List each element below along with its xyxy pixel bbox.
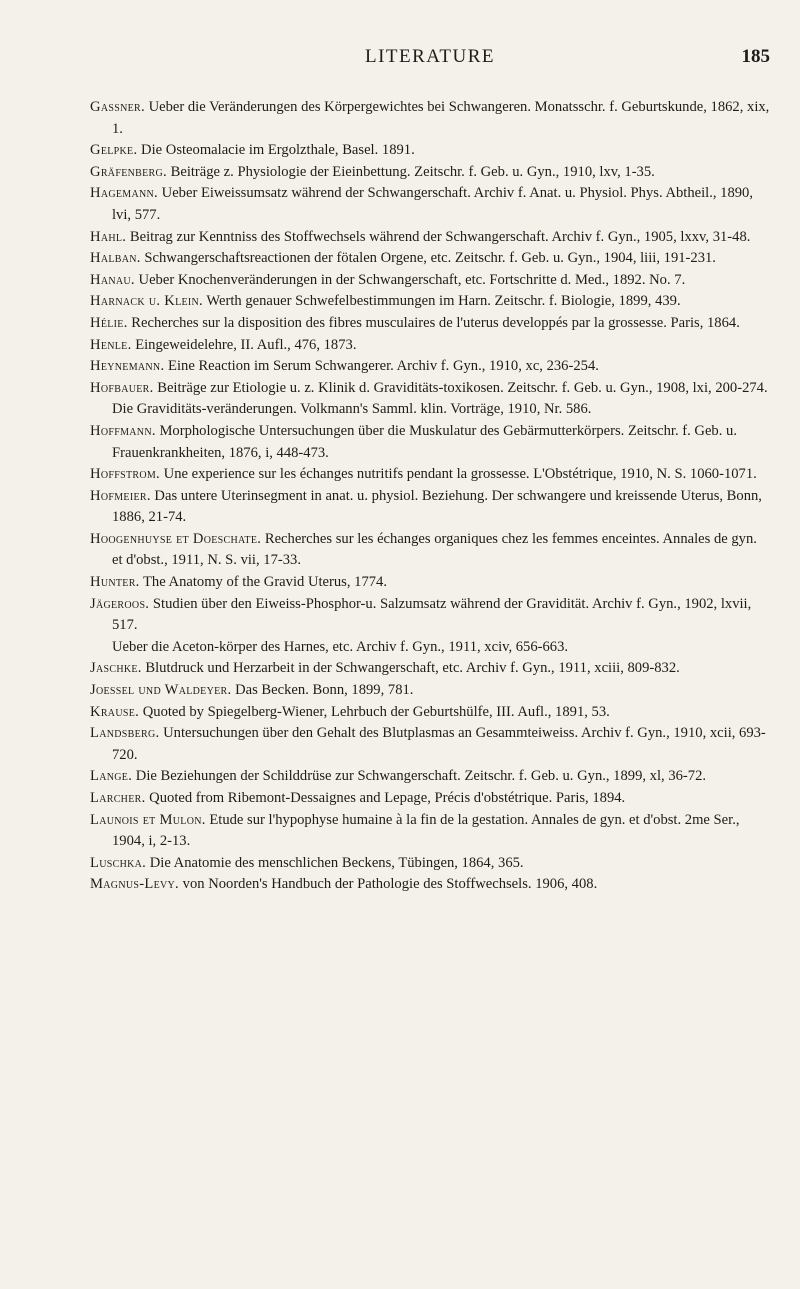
bibliography-entry — [90, 227, 770, 249]
entry-citation: Beiträge zur Etiologie u. z. Klinik d. Graviditäts-toxikosen. Zeitschr. f. Geb. u. Gyn., 1908, lxi, 200-274. — [153, 379, 768, 396]
entry-citation: Schwangerschaftsreactionen der fötalen Orgene, etc. Zeitschr. f. Geb. u. Gyn., 1904, liii, 191-231. — [140, 250, 716, 267]
entry-citation: Une experience sur les échanges nutritifs pendant la grossesse. L'Obstétrique, 1910, N. S. 1060-1071. — [160, 466, 757, 483]
entry-citation: Etude sur l'hypophyse humaine à la fin de la gestation. Annales de gyn. et d'obst. 2me Ser., 1904, i, 2-13. — [112, 811, 740, 850]
bibliography-entry — [90, 766, 770, 788]
entry-author: Joessel und Waldeyer. — [90, 682, 232, 699]
entry-author: Hoffmann. — [90, 422, 156, 439]
entry-author: Landsberg. — [90, 725, 160, 742]
entry-citation: Beiträge z. Physiologie der Eieinbettung. Zeitschr. f. Geb. u. Gyn., 1910, lxv, 1-35. — [166, 163, 655, 180]
entry-author: Hofmeier. — [90, 487, 151, 504]
page-number: 185 — [741, 46, 770, 67]
bibliography-entry — [90, 594, 770, 637]
bibliography-entry — [90, 853, 770, 875]
bibliography-entry — [90, 97, 770, 140]
entry-citation: Die Osteomalacie im Ergolzthale, Basel. 1891. — [137, 142, 415, 159]
bibliography-entry — [90, 291, 770, 313]
entry-citation: Eingeweidelehre, II. Aufl., 476, 1873. — [131, 336, 357, 353]
page-header — [90, 46, 770, 74]
bibliography-entry — [90, 637, 770, 659]
entry-author: Larcher. — [90, 790, 146, 806]
bibliography-entry — [90, 313, 770, 335]
bibliography-entry — [90, 248, 770, 270]
running-title: LITERATURE — [364, 46, 496, 67]
entry-author: Hunter. — [90, 574, 140, 591]
bibliography-entry — [90, 356, 770, 378]
bibliography-entry — [90, 572, 770, 594]
entry-author: Gassner. — [90, 99, 145, 115]
entry-citation: Das untere Uterinsegment in anat. u. physiol. Beziehung. Der schwangere und kreissende Uterus, Bonn, 1886, 21-74. — [112, 487, 762, 526]
bibliography-entry — [90, 270, 770, 292]
bibliography-entry — [90, 680, 770, 702]
bibliography-entry — [90, 464, 770, 486]
entry-author: Hofbauer. — [90, 379, 154, 396]
bibliography-list — [90, 97, 770, 896]
entry-citation: Beitrag zur Kenntniss des Stoffwechsels während der Schwangerschaft. Archiv f. Gyn., 1905, lxxv, 31-48. — [126, 228, 751, 245]
entry-citation: Ueber Knochenveränderungen in der Schwangerschaft, etc. Fortschritte d. Med., 1892. No. 7. — [134, 271, 686, 288]
bibliography-entry — [90, 874, 770, 896]
entry-author: Heynemann. — [90, 358, 165, 375]
entry-citation: Quoted by Spiegelberg-Wiener, Lehrbuch der Geburtshülfe, III. Aufl., 1891, 53. — [139, 703, 610, 720]
entry-citation: Eine Reaction im Serum Schwangerer. Archiv f. Gyn., 1910, xc, 236-254. — [164, 358, 599, 375]
bibliography-entry — [90, 421, 770, 464]
bibliography-entry — [90, 162, 770, 184]
bibliography-entry — [90, 183, 770, 226]
entry-citation: Quoted from Ribemont-Dessaignes and Lepage, Précis d'obstétrique. Paris, 1894. — [145, 790, 626, 806]
bibliography-entry — [90, 399, 770, 421]
entry-citation: Das Becken. Bonn, 1899, 781. — [231, 682, 414, 699]
entry-citation: Studien über den Eiweiss-Phosphor-u. Salzumsatz während der Gravidität. Archiv f. Gyn., 1902, lxvii, 517. — [112, 595, 752, 634]
entry-author: Launois et Mulon. — [90, 811, 206, 828]
entry-author: Hélie. — [90, 314, 128, 331]
entry-citation: Die Graviditäts-veränderungen. Volkmann's Samml. klin. Vorträge, 1910, Nr. 586. — [112, 401, 592, 418]
entry-author: Magnus-Levy. — [90, 876, 179, 893]
entry-author: Harnack u. Klein. — [90, 293, 203, 310]
entry-citation: Werth genauer Schwefelbestimmungen im Harn. Zeitschr. f. Biologie, 1899, 439. — [203, 293, 681, 310]
entry-author: Hanau. — [90, 271, 135, 288]
entry-author: Hoogenhuyse et Doeschate. — [90, 530, 262, 547]
entry-author: Halban. — [90, 250, 141, 267]
entry-author: Lange. — [90, 768, 133, 785]
entry-citation: Ueber Eiweissumsatz während der Schwangerschaft. Archiv f. Anat. u. Physiol. Phys. Abtheil., 1890, lvi, 577. — [112, 185, 753, 223]
bibliography-entry — [90, 723, 770, 766]
entry-citation: Morphologische Untersuchungen über die Muskulatur des Gebärmutterkörpers. Zeitschr. f. Geb. u. Frauenkrankheiten, 1876, i, 448-473. — [112, 422, 737, 461]
bibliography-entry — [90, 335, 770, 357]
entry-author: Henle. — [90, 336, 132, 353]
bibliography-entry — [90, 810, 770, 853]
entry-citation: von Noorden's Handbuch der Pathologie des Stoffwechsels. 1906, 408. — [179, 876, 598, 893]
entry-author: Hagemann. — [90, 185, 158, 202]
bibliography-entry — [90, 486, 770, 529]
entry-citation: Ueber die Aceton-körper des Harnes, etc. Archiv f. Gyn., 1911, xciv, 656-663. — [112, 638, 569, 655]
entry-citation: Ueber die Veränderungen des Körpergewichtes bei Schwangeren. Monatsschr. f. Geburtskunde, 1862, xix, 1. — [112, 99, 770, 137]
entry-author: Luschka. — [90, 854, 147, 871]
entry-author: Gräfenberg. — [90, 163, 167, 180]
entry-citation: Recherches sur la disposition des fibres musculaires de l'uterus developpés par la grossesse. Paris, 1864. — [127, 314, 740, 331]
bibliography-entry — [90, 529, 770, 572]
bibliography-entry — [90, 658, 770, 680]
entry-author: Hahl. — [90, 228, 127, 245]
entry-author: Gelpke. — [90, 142, 138, 159]
bibliography-entry — [90, 140, 770, 162]
entry-author: Jaschke. — [90, 660, 142, 677]
bibliography-entry — [90, 702, 770, 724]
entry-citation: Die Beziehungen der Schilddrüse zur Schwangerschaft. Zeitschr. f. Geb. u. Gyn., 1899, xl, 36-72. — [132, 768, 707, 785]
entry-citation: Untersuchungen über den Gehalt des Blutplasmas an Gesammteiweiss. Archiv f. Gyn., 1910, xcii, 693-720. — [112, 725, 766, 763]
entry-author: Krause. — [90, 703, 140, 720]
entry-citation: Recherches sur les échanges organiques chez les femmes enceintes. Annales de gyn. et d'obst., 1911, N. S. vii, 17-33. — [112, 530, 757, 569]
entry-citation: Blutdruck und Herzarbeit in der Schwangerschaft, etc. Archiv f. Gyn., 1911, xciii, 809-832. — [141, 660, 680, 677]
entry-author: Jägeroos. — [90, 595, 150, 612]
entry-citation: Die Anatomie des menschlichen Beckens, Tübingen, 1864, 365. — [146, 854, 524, 871]
entry-citation: The Anatomy of the Gravid Uterus, 1774. — [139, 574, 387, 591]
entry-author: Hoffstrom. — [90, 466, 160, 483]
bibliography-entry — [90, 378, 770, 400]
bibliography-entry — [90, 788, 770, 810]
